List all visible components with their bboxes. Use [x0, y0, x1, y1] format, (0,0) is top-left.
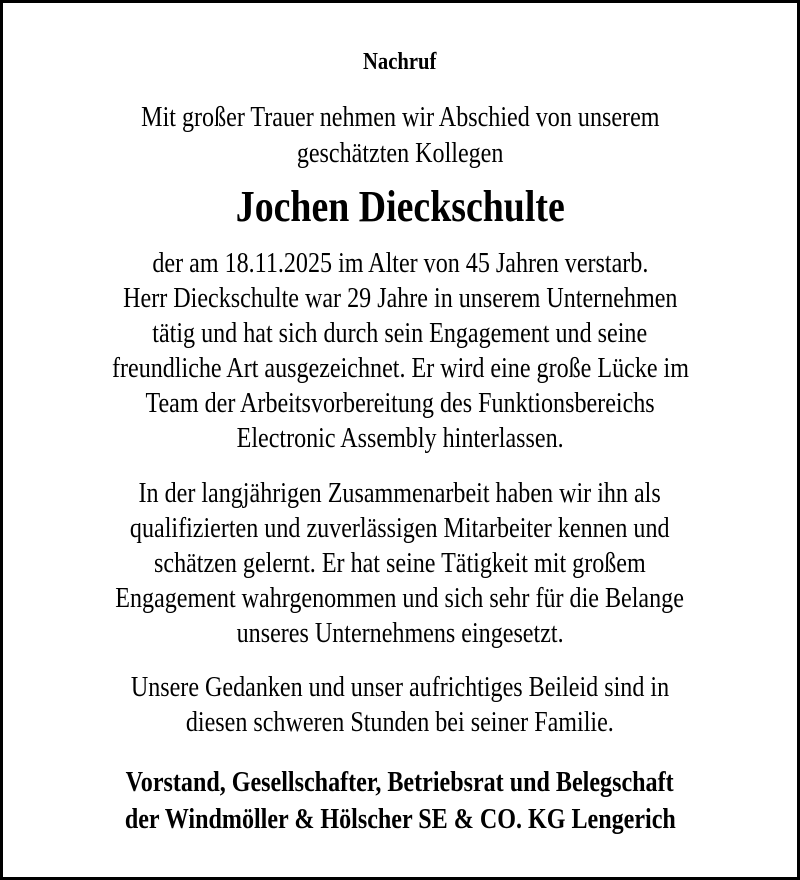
paragraph-line-text: schätzen gelernt. Er hat seine Tätigkeit mit großem	[154, 548, 646, 579]
notice-heading-text: Nachruf	[363, 49, 437, 75]
paragraph3-line	[3, 671, 797, 705]
paragraph-line-text: Team der Arbeitsvorbereitung des Funktionsbereichs	[145, 388, 655, 419]
paragraph2-line	[3, 512, 797, 546]
paragraph-line-text: tätig und hat sich durch sein Engagement und seine	[152, 318, 648, 349]
intro-line	[3, 101, 797, 135]
intro-line-text: geschätzten Kollegen	[296, 138, 504, 169]
intro-line	[3, 137, 797, 171]
paragraph1-line	[3, 247, 797, 281]
paragraph2-line	[3, 582, 797, 616]
paragraph-line-text: diesen schweren Stunden bei seiner Familie.	[186, 707, 614, 738]
paragraph2-line	[3, 617, 797, 651]
paragraph-line-text: Electronic Assembly hinterlassen.	[236, 423, 564, 454]
deceased-name	[3, 181, 797, 232]
signature-line-text: Vorstand, Gesellschafter, Betriebsrat und Belegschaft	[125, 767, 675, 798]
paragraph-line-text: Engagement wahrgenommen und sich sehr für die Belange	[115, 583, 685, 614]
paragraph-line-text: In der langjährigen Zusammenarbeit haben wir ihn als	[138, 478, 662, 509]
paragraph1-line	[3, 317, 797, 351]
paragraph1-line	[3, 282, 797, 316]
signature-line-text: der Windmöller & Hölscher SE & CO. KG Lengerich	[124, 804, 676, 835]
paragraph1-line	[3, 352, 797, 386]
paragraph-line-text: qualifizierten und zuverlässigen Mitarbeiter kennen und	[130, 513, 670, 544]
paragraph-line-text: unseres Unternehmens eingesetzt.	[236, 618, 564, 649]
notice-heading	[3, 49, 797, 76]
paragraph-line-text: Herr Dieckschulte war 29 Jahre in unserem Unternehmen	[122, 283, 678, 314]
paragraph2-line	[3, 547, 797, 581]
paragraph2-line	[3, 477, 797, 511]
signature-line	[3, 804, 797, 836]
signature-line	[3, 767, 797, 799]
paragraph1-line	[3, 387, 797, 421]
paragraph-line-text: Unsere Gedanken und unser aufrichtiges Beileid sind in	[130, 672, 670, 703]
paragraph-line-text: freundliche Art ausgezeichnet. Er wird eine große Lücke im	[111, 353, 689, 384]
paragraph3-line	[3, 706, 797, 740]
paragraph-line-text: der am 18.11.2025 im Alter von 45 Jahren verstarb.	[151, 248, 648, 279]
deceased-name-text: Jochen Dieckschulte	[235, 182, 565, 231]
intro-line-text: Mit großer Trauer nehmen wir Abschied von unserem	[140, 102, 660, 133]
paragraph1-line	[3, 422, 797, 456]
